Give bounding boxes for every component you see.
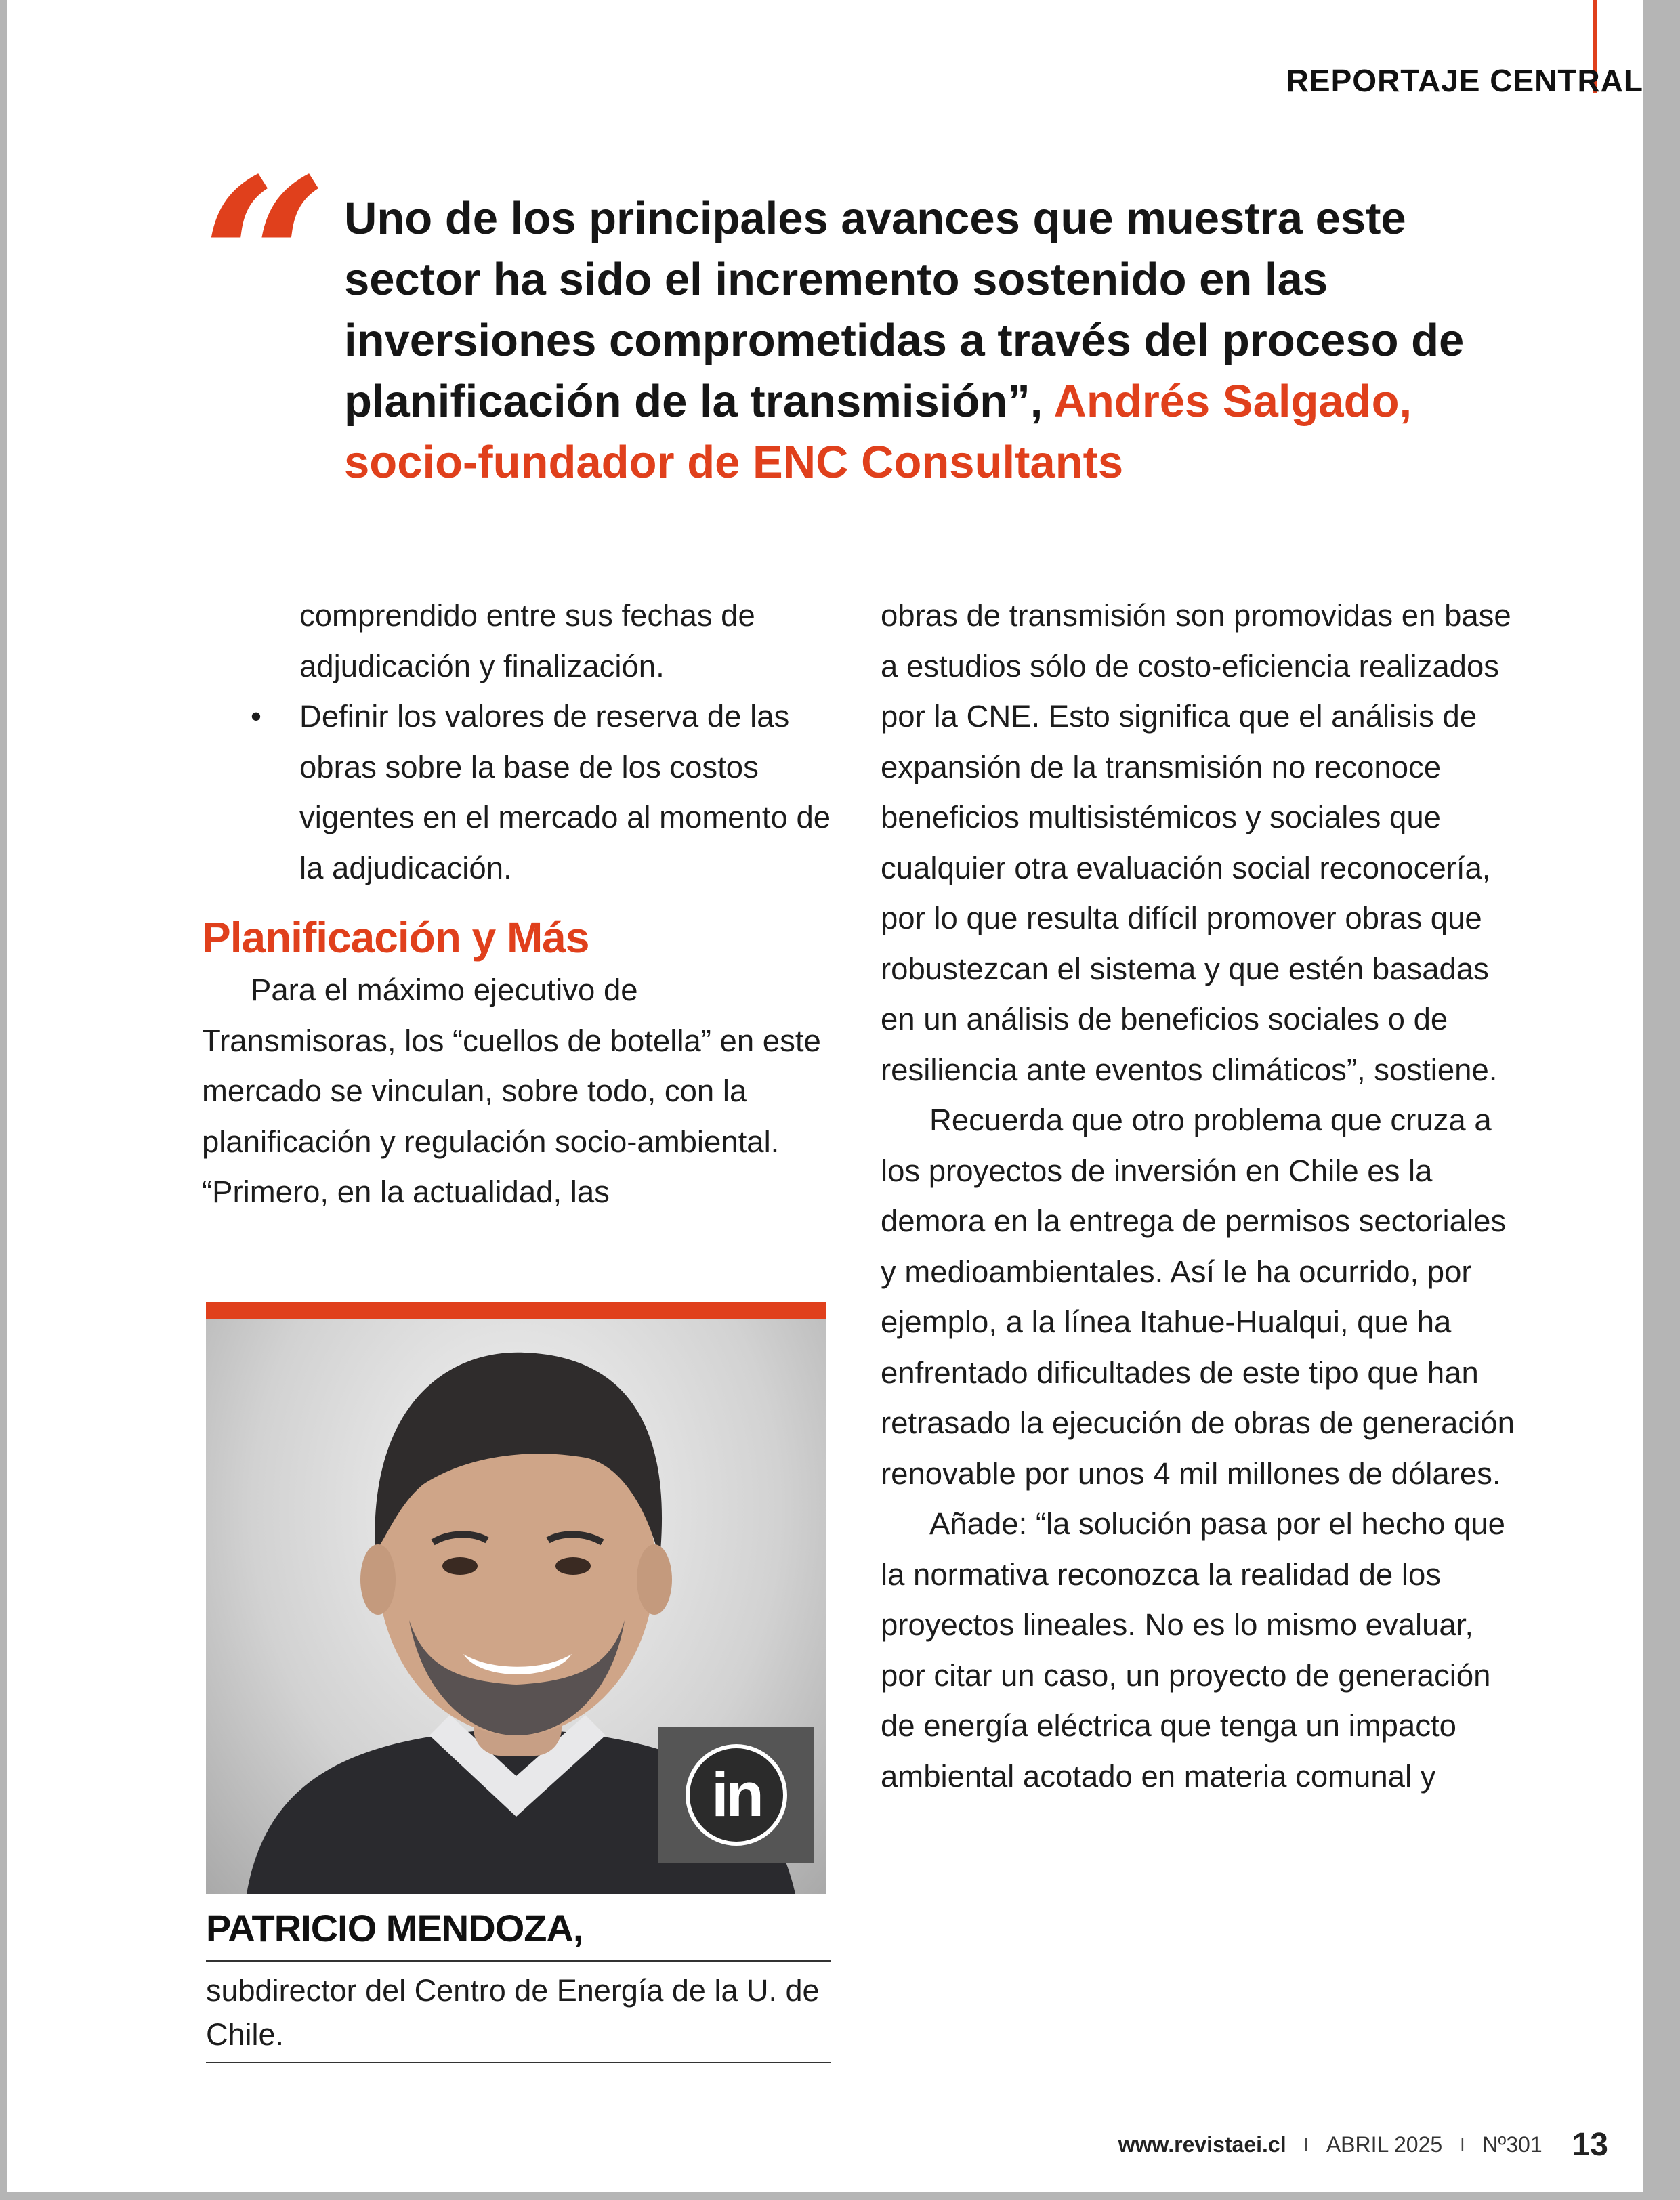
linkedin-icon: in	[686, 1744, 787, 1846]
photo-accent-bar	[206, 1302, 826, 1319]
footer-separator: I	[1303, 2134, 1309, 2155]
section-label: REPORTAJE CENTRAL	[1286, 63, 1643, 98]
body-paragraph: Para el máximo ejecutivo de Transmisoras, los “cuellos de botella” en este mercado se vinculan, sobre todo, con la planificación y regulación socio-ambiental. “Primero, en la actualidad, las	[202, 973, 821, 1209]
footer-separator: I	[1460, 2134, 1465, 2155]
website-link[interactable]: www.revistaei.cl	[1118, 2132, 1286, 2157]
pull-quote-attribution: Andrés Salgado, socio-fundador de ENC Consultants	[344, 376, 1412, 488]
magazine-page	[7, 0, 1643, 2192]
issue-date: ABRIL 2025	[1326, 2132, 1443, 2157]
pull-quote	[344, 188, 1536, 493]
list-item	[202, 692, 832, 893]
linkedin-badge[interactable]	[658, 1727, 814, 1863]
body-paragraph: Añade: “la solución pasa por el hecho que la normativa reconozca la realidad de los proyectos lineales. No es lo mismo evaluar, por citar un caso, un proyecto de generación de energía eléctrica que tenga un impacto ambiental acotado en materia comunal y	[881, 1506, 1505, 1794]
quote-mark-icon: “	[174, 129, 340, 392]
pull-quote-text: Uno de los principales avances que muestra este sector ha sido el incremento sostenido en las inversiones comprometidas a través del proceso de planificación de la transmisión”,	[344, 193, 1465, 427]
caption-divider	[206, 1960, 831, 1962]
issue-number: Nº301	[1482, 2132, 1542, 2157]
caption-name: PATRICIO MENDOZA,	[206, 1907, 583, 1949]
caption-role: subdirector del Centro de Energía de la U. de Chile.	[206, 1973, 820, 2052]
page-footer	[1118, 2124, 1608, 2165]
right-column	[881, 591, 1517, 1802]
section-heading: Planificación y Más	[202, 913, 589, 962]
continued-text: comprendido entre sus fechas de adjudicación y finalización.	[299, 598, 755, 683]
body-paragraph: Recuerda que otro problema que cruza a los proyectos de inversión en Chile es la demora en la entrega de permisos sectoriales y medioambientales. Así le ha ocurrido, por ejemplo, a la línea Itahue-Hualqui, que ha enfrentado dificultades de este tipo que han retrasado la ejecución de obras de generación renovable por unos 4 mil millones de dólares.	[881, 1103, 1515, 1491]
bullet-icon: •	[251, 699, 261, 734]
body-paragraph: obras de transmisión son promovidas en base a estudios sólo de costo-eficiencia realizados por la CNE. Esto significa que el análisis de expansión de la transmisión no reconoce beneficios multisistémicos y sociales que cualquier otra evaluación social reconocería, por lo que resulta difícil promover obras que robustezcan el sistema y que estén basadas en un análisis de beneficios sociales o de resiliencia ante eventos climáticos”, sostiene.	[881, 598, 1511, 1087]
caption-divider	[206, 2062, 831, 2063]
page-number: 13	[1572, 2126, 1608, 2163]
bullet-text: Definir los valores de reserva de las obras sobre la base de los costos vigentes en el mercado al momento de la adjudicación.	[299, 699, 831, 885]
left-column	[202, 591, 832, 1218]
